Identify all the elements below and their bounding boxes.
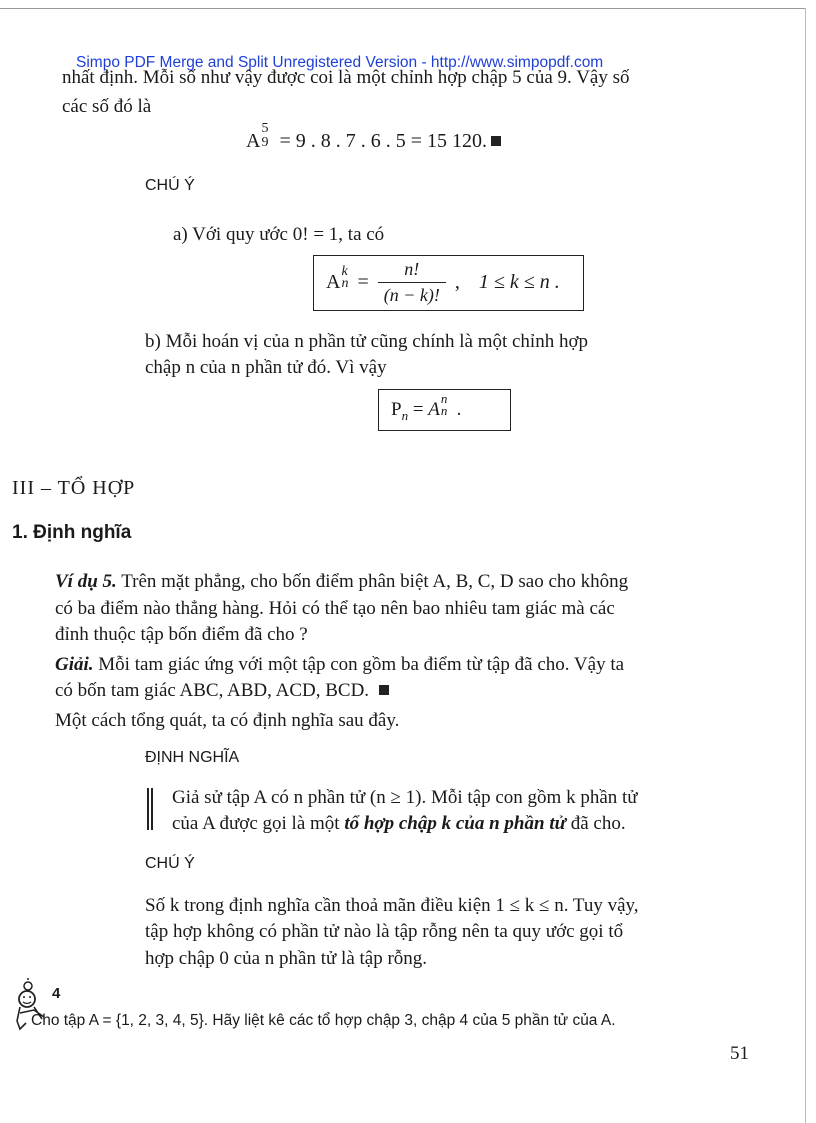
note1-a-text: a) Với quy ước 0! = 1, ta có	[173, 224, 385, 245]
definition-line-2: của A được gọi là một tổ hợp chập k của n phần tử đã cho.	[172, 813, 626, 834]
definition-line-1: Giả sử tập A có n phần tử (n ≥ 1). Mỗi tập con gồm k phần tử	[172, 787, 638, 808]
note1-heading: CHÚ Ý	[145, 177, 195, 194]
note1-b-line-2: chập n của n phần tử đó. Vì vậy	[145, 357, 387, 378]
end-of-proof-icon	[491, 136, 501, 146]
formula-b-box	[378, 389, 511, 431]
example-line-1: Ví dụ 5. Trên mặt phẳng, cho bốn điểm phân biệt A, B, C, D sao cho không	[55, 571, 629, 592]
formula-a: A k n = $\frac{n!}{(n - k)!}$ , 1 ≤ k ≤ n .	[326, 259, 560, 305]
section-title: III – TỔ HỢP	[12, 477, 136, 499]
note2-line-3: hợp chập 0 của n phần tử là tập rỗng.	[145, 948, 428, 969]
solution-line-1: Giải. Mỗi tam giác ứng với một tập con gồm ba điểm từ tập đã cho. Vậy ta	[55, 654, 625, 675]
top-rule	[0, 8, 805, 9]
intro-line-2: các số đó là	[62, 96, 152, 117]
note2-line-2: tập hợp không có phần tử nào là tập rỗng nên ta quy ước gọi tổ	[145, 921, 624, 942]
activity-text: Cho tập A = {1, 2, 3, 4, 5}. Hãy liệt kê các tổ hợp chập 3, chập 4 của 5 phần tử của A.	[31, 1012, 616, 1029]
end-of-solution-icon	[379, 685, 389, 695]
definition-bar-2	[151, 788, 153, 830]
intro-line-1: nhất định. Mỗi số như vậy được coi là một chỉnh hợp chập 5 của 9. Vậy số	[62, 67, 630, 88]
formula-a-box	[313, 255, 584, 311]
watermark: Simpo PDF Merge and Split Unregistered Version - http://www.simpopdf.com	[76, 54, 604, 71]
page-number: 51	[730, 1043, 749, 1064]
example-line-3: đỉnh thuộc tập bốn điểm đã cho ?	[55, 624, 308, 645]
note1-b-line-1: b) Mỗi hoán vị của n phần tử cũng chính là một chỉnh hợp	[145, 331, 589, 352]
definition-bar	[147, 788, 149, 830]
note2-heading: CHÚ Ý	[145, 855, 195, 872]
solution-line-2: có bốn tam giác ABC, ABD, ACD, BCD.	[55, 676, 389, 705]
formula-main: A 5 9 = 9 . 8 . 7 . 6 . 5 = 15 120.	[246, 130, 501, 153]
formula-b: $P_n = A$ n n .	[391, 391, 462, 423]
subsection-title: 1. Định nghĩa	[12, 522, 132, 543]
example-line-2: có ba điểm nào thẳng hàng. Hỏi có thể tạo nên bao nhiêu tam giác mà các	[55, 598, 615, 619]
general-text: Một cách tổng quát, ta có định nghĩa sau đây.	[55, 710, 400, 731]
right-rule	[805, 8, 806, 1123]
activity-number: 4	[52, 985, 61, 1002]
definition-heading: ĐỊNH NGHĨA	[145, 749, 240, 766]
note2-line-1: Số k trong định nghĩa cần thoả mãn điều kiện 1 ≤ k ≤ n. Tuy vậy,	[145, 895, 639, 916]
